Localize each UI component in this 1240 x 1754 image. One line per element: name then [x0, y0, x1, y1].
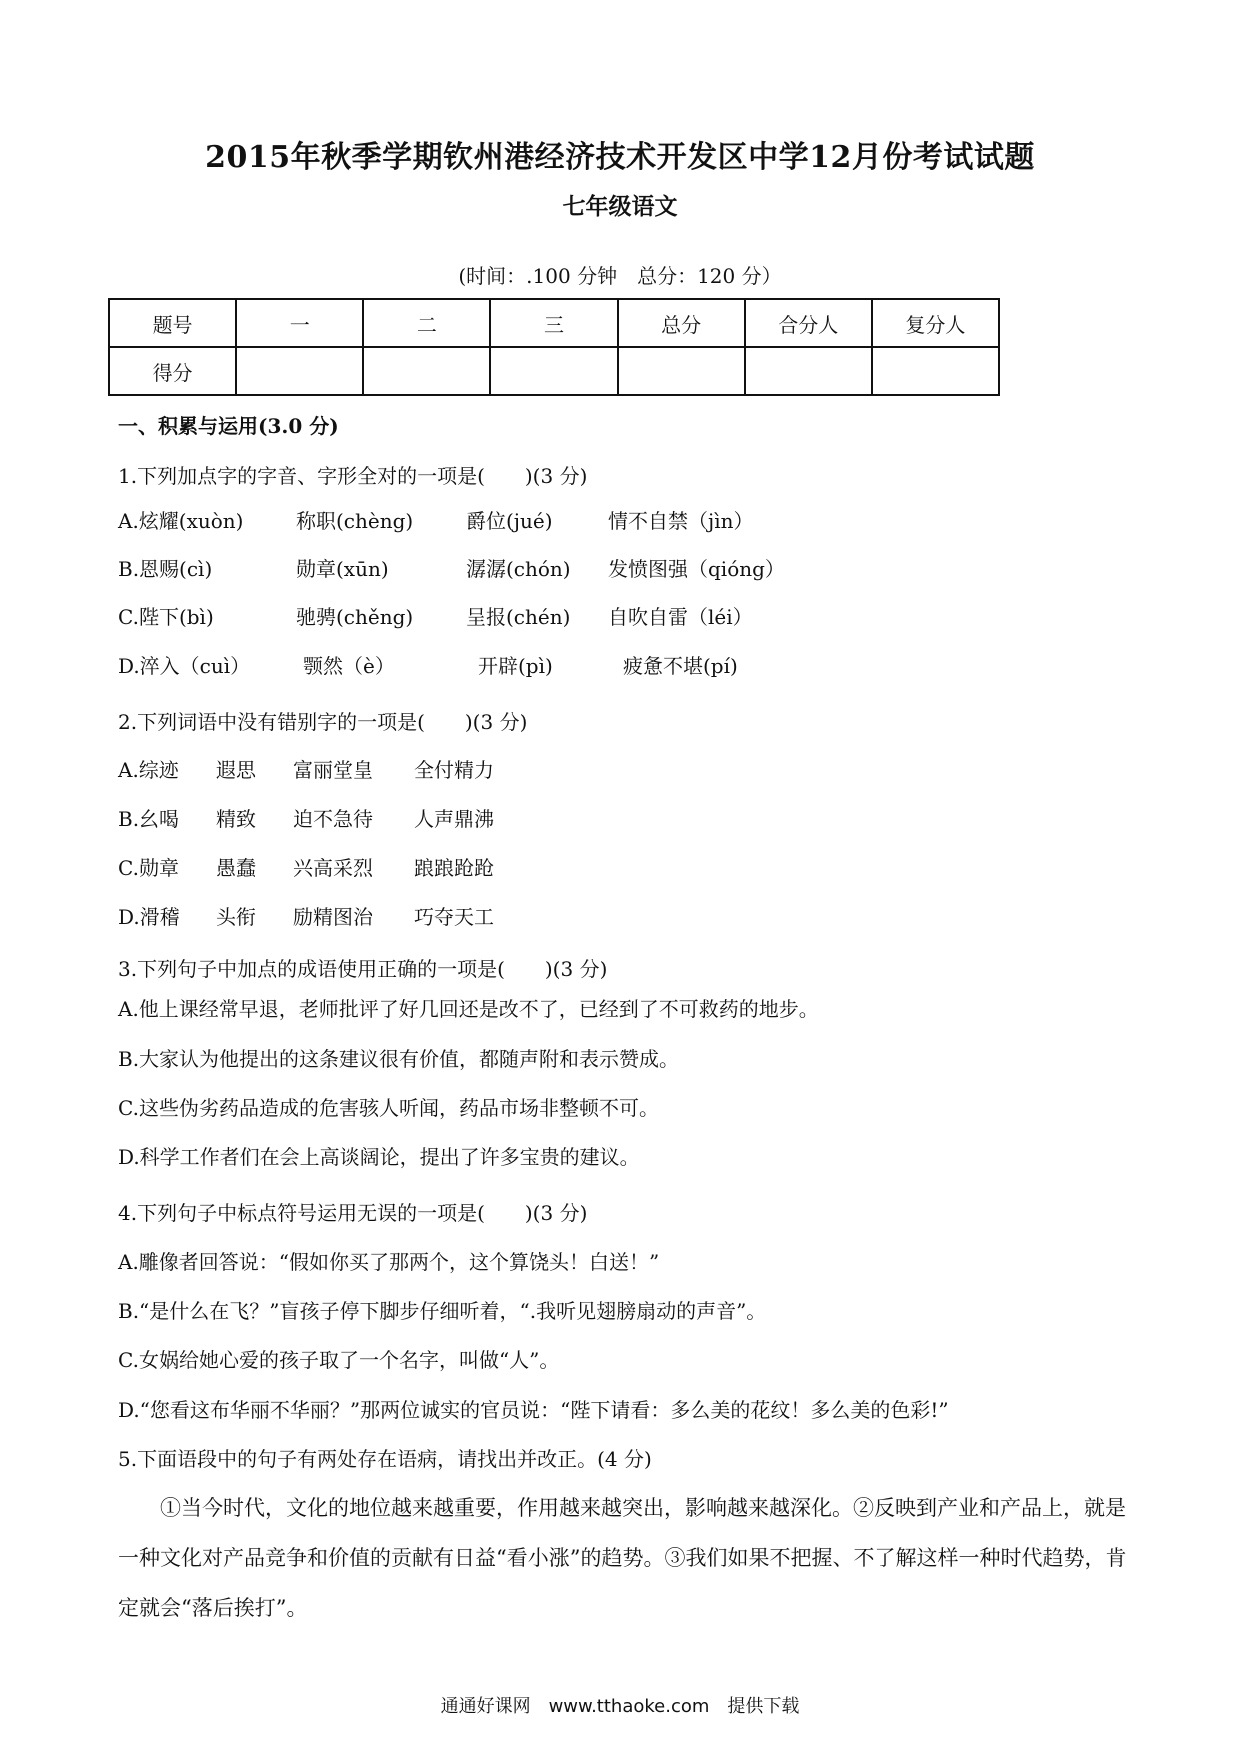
- option-item: 情不自禁（jìn）: [608, 509, 754, 533]
- option-item: 疲惫不堪(pí): [623, 654, 738, 678]
- score-table-score-row: [109, 347, 999, 395]
- table-cell: 总分: [618, 299, 745, 347]
- question-4-option-c: C.女娲给她心爱的孩子取了一个名字，叫做“人”。: [118, 1348, 560, 1372]
- option-item: 勋章(xūn): [296, 557, 389, 581]
- table-cell: 一: [236, 299, 363, 347]
- option-item: 励精图治: [293, 905, 373, 929]
- option-item: 踉踉跄跄: [414, 856, 494, 880]
- option-item: 精致: [216, 807, 256, 831]
- table-cell: [490, 347, 617, 395]
- option-item: 巧夺天工: [414, 905, 494, 929]
- question-3-stem: 3.下列句子中加点的成语使用正确的一项是( )(3 分): [118, 957, 608, 981]
- table-cell: 二: [363, 299, 490, 347]
- option-item: 兴高采烈: [293, 856, 373, 880]
- option-item: C.陛下(bì): [118, 605, 214, 629]
- option-item: 潺潺(chón): [466, 557, 571, 581]
- option-item: 颚然（è）: [303, 654, 395, 678]
- question-4-option-d: D.“您看这布华丽不华丽？”那两位诚实的官员说：“陛下请看：多么美的花纹！多么美的色彩!”: [118, 1398, 949, 1422]
- option-item: D.滑稽: [118, 905, 180, 929]
- exam-title: 2015年秋季学期钦州港经济技术开发区中学12月份考试试题: [205, 140, 1035, 175]
- table-cell: [618, 347, 745, 395]
- score-table: [108, 298, 1000, 396]
- question-5-stem: 5.下面语段中的句子有两处存在语病，请找出并改正。(4 分): [118, 1447, 652, 1471]
- question-3-option-a: A.他上课经常早退，老师批评了好几回还是改不了，已经到了不可救药的地步。: [118, 997, 819, 1021]
- question-3-option-d: D.科学工作者们在会上高谈阔论，提出了许多宝贵的建议。: [118, 1145, 640, 1169]
- page-footer: 通通好课网 www.tthaoke.com 提供下载: [440, 1696, 800, 1717]
- question-3-option-c: C.这些伪劣药品造成的危害骇人听闻，药品市场非整顿不可。: [118, 1096, 659, 1120]
- option-item: 自吹自雷（léi）: [608, 605, 753, 629]
- table-cell: 三: [490, 299, 617, 347]
- option-item: 遐思: [216, 758, 256, 782]
- question-5-passage: ①当今时代，文化的地位越来越重要，作用越来越突出，影响越来越深化。②反映到产业和产品上，就是一种文化对产品竞争和价值的贡献有日益“看小涨”的趋势。③我们如果不把握、不了解这样一种时代趋势，肯定就会“落后挨打”。: [118, 1496, 1127, 1620]
- table-cell: 题号: [109, 299, 236, 347]
- option-item: D.淬入（cuì）: [118, 654, 251, 678]
- table-cell: [236, 347, 363, 395]
- section-heading: 一、积累与运用(3.0 分): [118, 414, 339, 438]
- option-item: A.炫耀(xuòn): [118, 509, 244, 533]
- option-item: 富丽堂皇: [293, 758, 373, 782]
- option-item: B.恩赐(cì): [118, 557, 213, 581]
- option-item: 爵位(jué): [466, 509, 553, 533]
- exam-subtitle: 七年级语文: [562, 193, 678, 220]
- option-item: 开辟(pì): [478, 654, 553, 678]
- score-table-header-row: [109, 299, 999, 347]
- table-cell: 得分: [109, 347, 236, 395]
- option-item: 呈报(chén): [466, 605, 571, 629]
- table-cell: 合分人: [745, 299, 872, 347]
- option-item: 全付精力: [414, 758, 494, 782]
- question-2-stem: 2.下列词语中没有错别字的一项是( )(3 分): [118, 710, 528, 734]
- option-item: B.幺喝: [118, 807, 180, 831]
- option-item: 发愤图强（qióng）: [608, 557, 785, 581]
- option-item: 头衔: [216, 905, 256, 929]
- table-cell: 复分人: [872, 299, 999, 347]
- option-item: 愚蠢: [216, 856, 256, 880]
- question-4-stem: 4.下列句子中标点符号运用无误的一项是( )(3 分): [118, 1201, 588, 1225]
- question-4-option-b: B.“是什么在飞？”盲孩子停下脚步仔细听着，“.我听见翅膀扇动的声音”。: [118, 1299, 767, 1323]
- question-1-stem: 1.下列加点字的字音、字形全对的一项是( )(3 分): [118, 464, 588, 488]
- table-cell: [745, 347, 872, 395]
- option-item: 人声鼎沸: [414, 807, 494, 831]
- option-item: 称职(chèng): [296, 509, 414, 533]
- table-cell: [872, 347, 999, 395]
- question-3-option-b: B.大家认为他提出的这条建议很有价值，都随声附和表示赞成。: [118, 1047, 680, 1071]
- question-4-option-a: A.雕像者回答说：“假如你买了那两个，这个算饶头！白送！”: [118, 1250, 660, 1274]
- option-item: C.勋章: [118, 856, 179, 880]
- option-item: A.综迹: [118, 758, 179, 782]
- option-item: 驰骋(chěng): [296, 605, 414, 629]
- option-item: 迫不急待: [293, 807, 373, 831]
- time-score-info: (时间：.100 分钟 总分：120 分）: [458, 264, 782, 288]
- table-cell: [363, 347, 490, 395]
